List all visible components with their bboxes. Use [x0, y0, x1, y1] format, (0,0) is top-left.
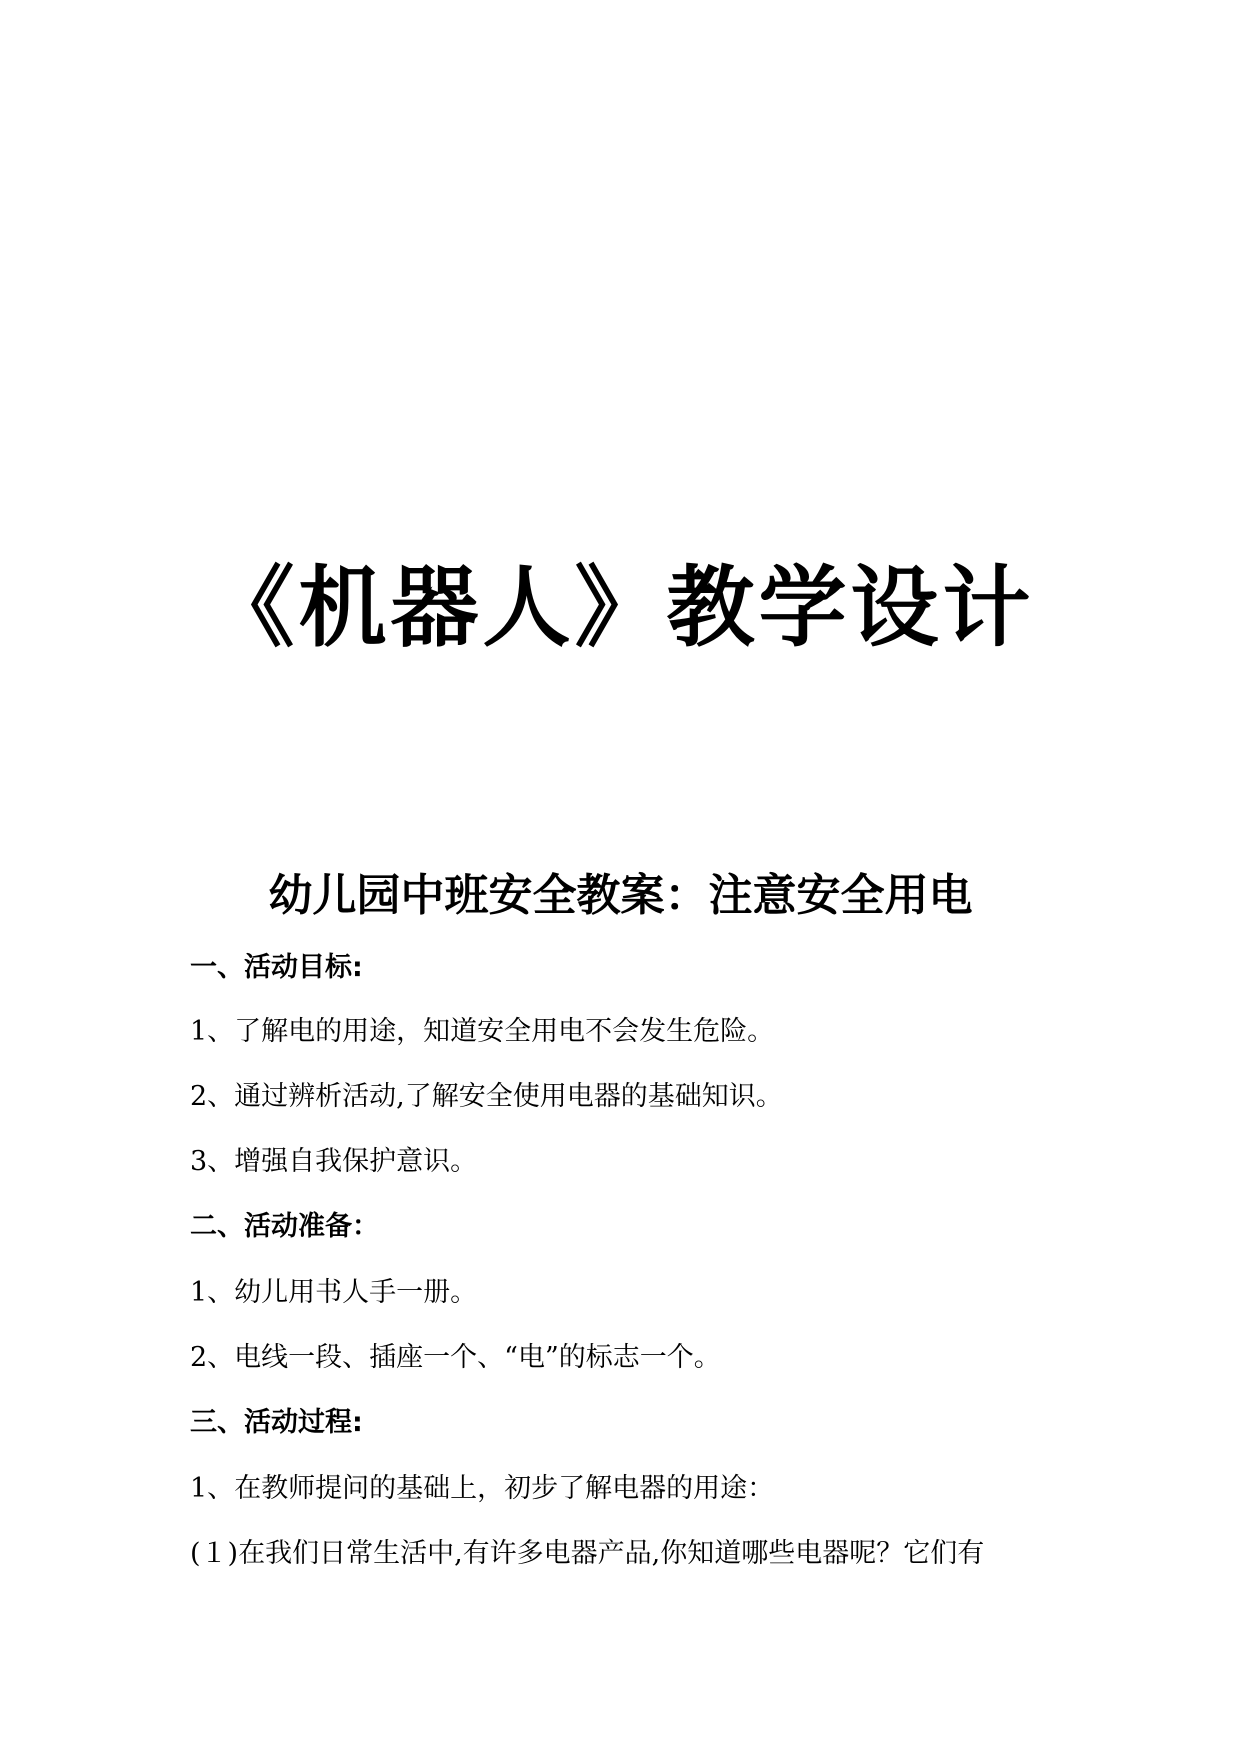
section-heading-preparation: 二、活动准备： [190, 1211, 379, 1242]
goal-item-1: 1、了解电的用途，知道安全用电不会发生危险。 [190, 1016, 775, 1047]
preparation-item-1: 1、幼儿用书人手一册。 [190, 1277, 478, 1308]
goal-item-3: 3、增强自我保护意识。 [190, 1146, 478, 1177]
document-subtitle: 幼儿园中班安全教案：注意安全用电 [268, 870, 973, 921]
process-subitem-1: (１)在我们日常生活中,有许多电器产品,你知道哪些电器呢？它们有 [190, 1538, 985, 1569]
section-heading-goals: 一、活动目标: [190, 952, 363, 983]
section-heading-process: 三、活动过程: [190, 1407, 363, 1438]
document-title: 《机器人》教学设计 [206, 555, 1035, 659]
preparation-item-2: 2、电线一段、插座一个、“电”的标志一个。 [190, 1342, 721, 1373]
process-item-1: 1、在教师提问的基础上，初步了解电器的用途： [190, 1473, 775, 1504]
goal-item-2: 2、通过辨析活动,了解安全使用电器的基础知识。 [190, 1081, 783, 1112]
